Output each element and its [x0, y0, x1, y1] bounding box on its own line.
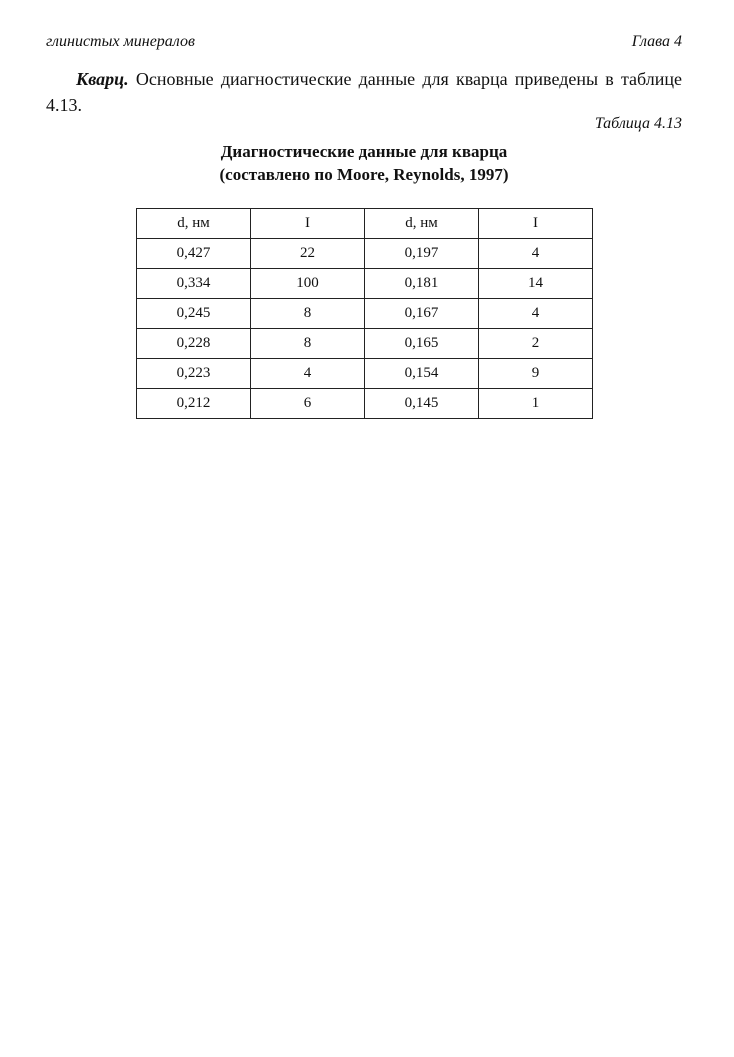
table-cell: 4: [251, 359, 365, 389]
table-cell: 1: [479, 389, 593, 419]
table-cell: 22: [251, 239, 365, 269]
table-cell: 4: [479, 299, 593, 329]
table-row: [137, 389, 593, 419]
table-cell: 0,427: [137, 239, 251, 269]
table-cell: 8: [251, 299, 365, 329]
table-header-row: [137, 209, 593, 239]
table-row: [137, 299, 593, 329]
table-cell: 0,181: [365, 269, 479, 299]
table-cell: 2: [479, 329, 593, 359]
table-cell: 0,197: [365, 239, 479, 269]
table-cell: 0,223: [137, 359, 251, 389]
column-header-i-1: I: [251, 209, 365, 239]
table-cell: 6: [251, 389, 365, 419]
table-cell: 0,165: [365, 329, 479, 359]
table-title-line-1: Диагностические данные для кварца: [220, 142, 508, 161]
table-cell: 0,145: [365, 389, 479, 419]
paragraph-lead: Кварц.: [76, 69, 129, 89]
paragraph-text: Основные диагностические данные для кварца приведены в таблице 4.13.: [46, 69, 682, 115]
quartz-diagnostic-table: [136, 208, 593, 419]
column-header-i-2: I: [479, 209, 593, 239]
table-cell: 0,228: [137, 329, 251, 359]
table-cell: 0,167: [365, 299, 479, 329]
table-cell: 0,212: [137, 389, 251, 419]
table-cell: 0,245: [137, 299, 251, 329]
table-row: [137, 269, 593, 299]
running-header-title: глинистых минералов: [46, 33, 195, 50]
table-title-line-2: (составлено по Moore, Reynolds, 1997): [219, 165, 509, 184]
table-row: [137, 359, 593, 389]
table-row: [137, 239, 593, 269]
column-header-d-1: d, нм: [137, 209, 251, 239]
table-cell: 0,154: [365, 359, 479, 389]
table-cell: 0,334: [137, 269, 251, 299]
table-title: [136, 140, 592, 186]
body-paragraph: [46, 66, 682, 118]
column-header-d-2: d, нм: [365, 209, 479, 239]
running-header-chapter: Глава 4: [631, 33, 682, 50]
table-cell: 8: [251, 329, 365, 359]
table-cell: 4: [479, 239, 593, 269]
table-number: Таблица 4.13: [594, 115, 682, 132]
table-cell: 14: [479, 269, 593, 299]
table-row: [137, 329, 593, 359]
table-cell: 100: [251, 269, 365, 299]
table-cell: 9: [479, 359, 593, 389]
